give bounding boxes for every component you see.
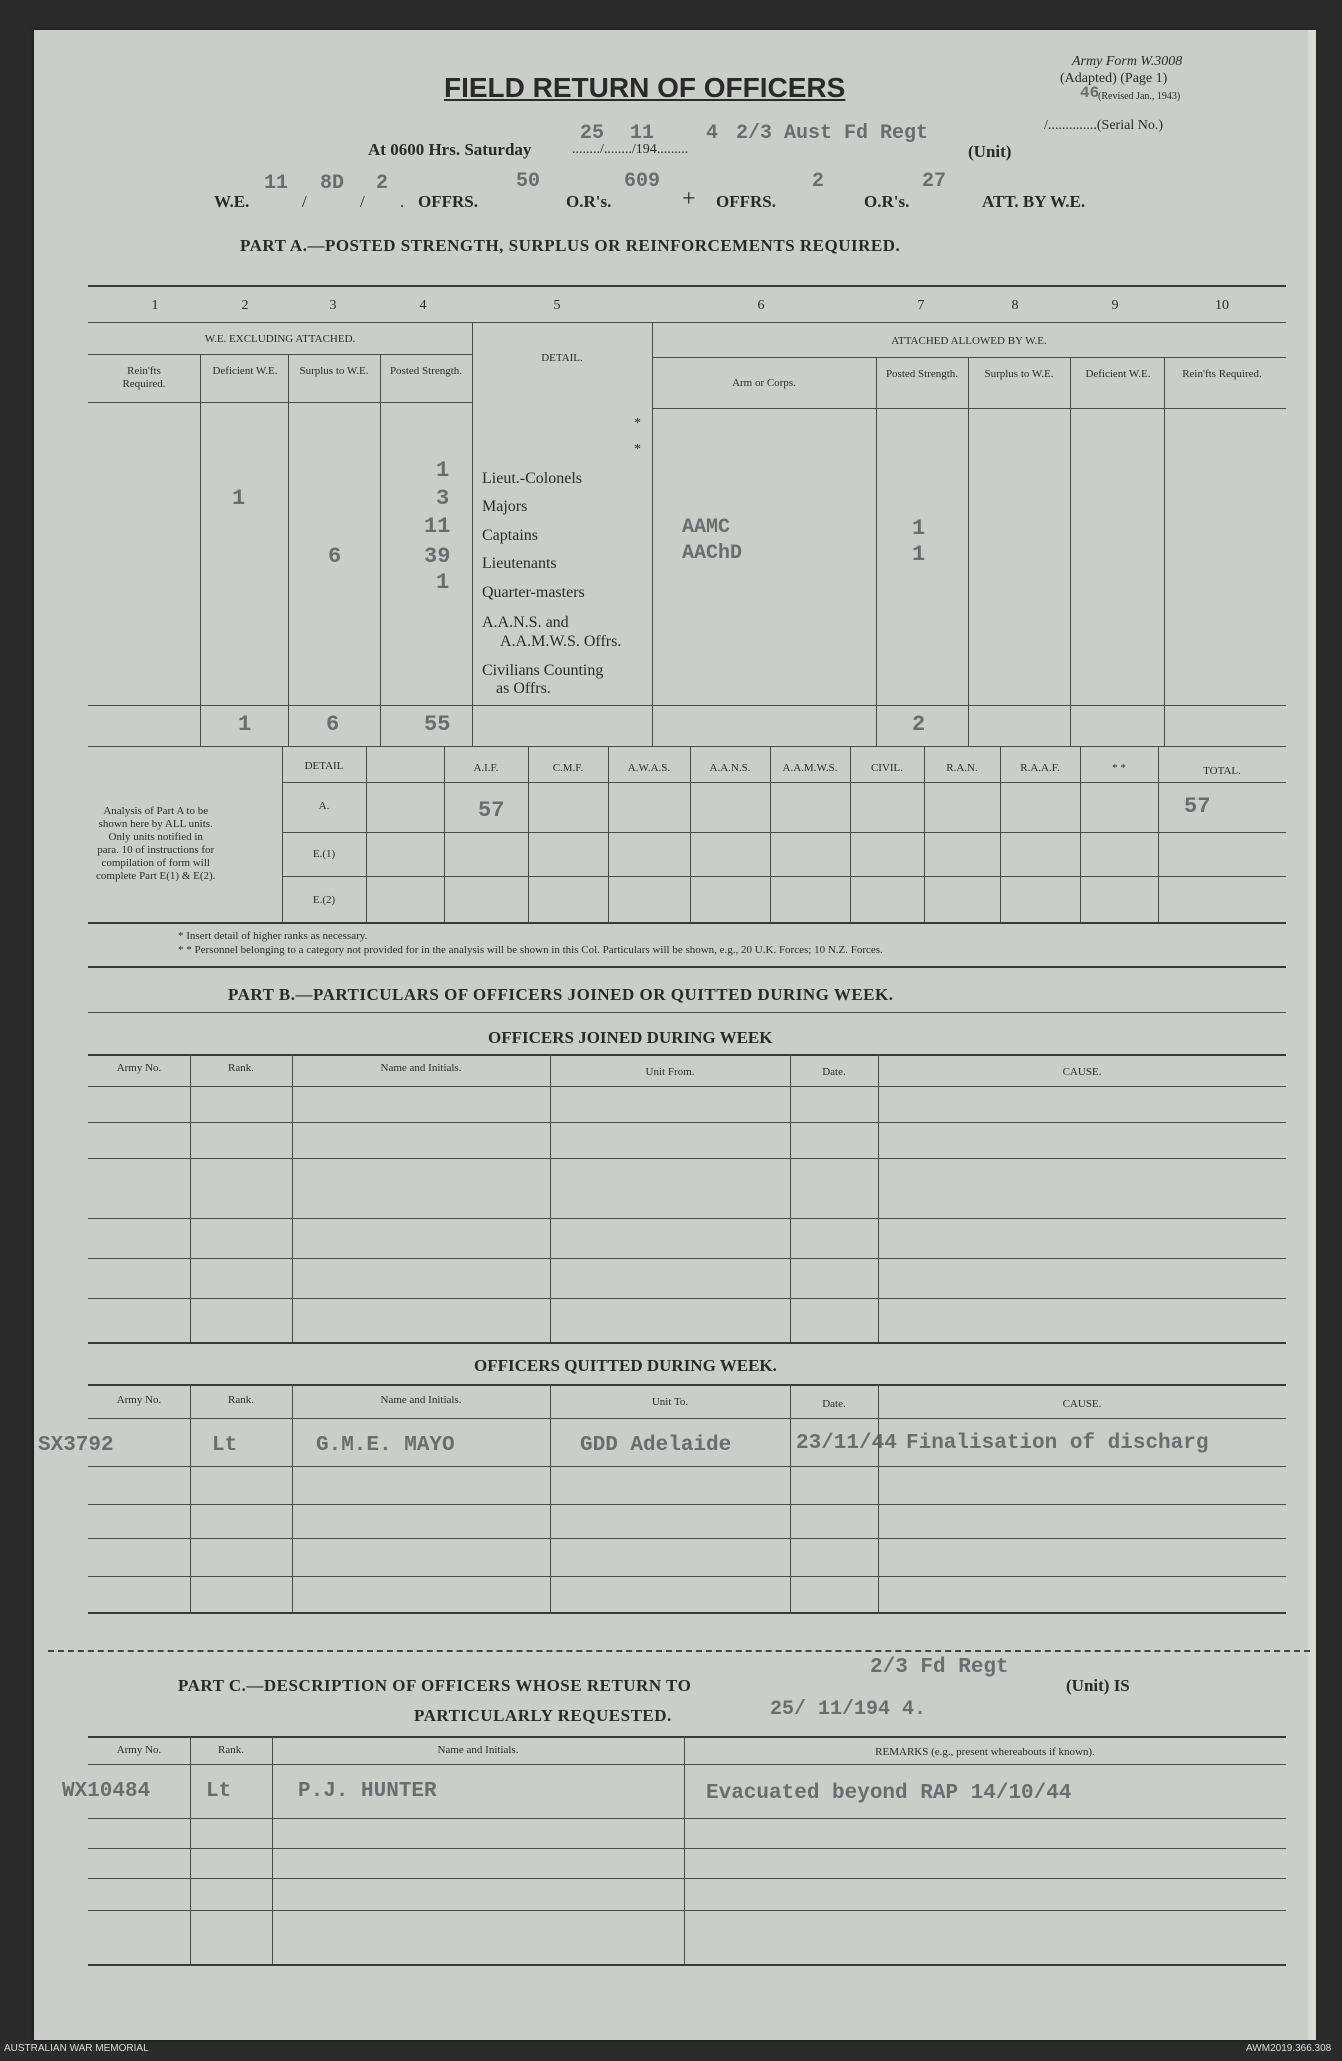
an-hdr-ran: R.A.N. xyxy=(946,762,978,774)
left-subhdr-rule xyxy=(88,402,472,403)
year-value: 4 xyxy=(706,122,719,145)
colnum-5: 5 xyxy=(553,298,561,313)
we-slash-1: / xyxy=(302,192,307,211)
colnum-9: 9 xyxy=(1111,298,1119,313)
q-cause: Finalisation of discharg xyxy=(906,1432,1209,1455)
j-v4 xyxy=(790,1054,791,1342)
joined-title: OFFICERS JOINED DURING WEEK xyxy=(488,1028,773,1047)
unit-label: (Unit) xyxy=(968,142,1012,161)
q-unit-to: GDD Adelaide xyxy=(580,1434,732,1457)
c-v3 xyxy=(684,1736,685,1964)
an-hdr-cmf: C.M.F. xyxy=(552,762,584,774)
quitted-row-2 xyxy=(88,1504,1286,1505)
q-v1 xyxy=(190,1384,191,1612)
quitted-bottom-rule xyxy=(88,1612,1286,1614)
c-rank: Lt xyxy=(206,1780,232,1803)
joined-row-1 xyxy=(88,1122,1286,1123)
posted-lt-col: 1 xyxy=(436,458,450,483)
an-row-a: A. xyxy=(318,800,330,812)
detail-as-offrs: as Offrs. xyxy=(496,680,551,697)
colnum-7: 7 xyxy=(917,298,925,313)
quitted-hdr-rule xyxy=(88,1418,1286,1419)
analysis-bottom-rule xyxy=(88,922,1286,924)
joined-bottom-rule xyxy=(88,1342,1286,1344)
quitted-row-4 xyxy=(88,1576,1286,1577)
particularly-requested: PARTICULARLY REQUESTED. xyxy=(414,1706,672,1725)
colnum-3: 3 xyxy=(329,298,337,313)
subhdr-deficient: Deficient W.E. xyxy=(212,365,278,377)
q-hdr-cause: CAUSE. xyxy=(1062,1398,1102,1410)
detail-quartermasters: Quarter-masters xyxy=(482,584,585,601)
quitted-row-1 xyxy=(88,1466,1286,1467)
paper-fold xyxy=(1308,30,1316,2040)
footnote-1: * Insert detail of higher ranks as necessary. xyxy=(178,930,368,942)
c-hdr-remarks: REMARKS (e.g., present whereabouts if known). xyxy=(875,1746,1095,1758)
att-posted-aamc: 1 xyxy=(912,516,926,541)
colnum-8: 8 xyxy=(1011,298,1019,313)
colnum-2: 2 xyxy=(241,298,249,313)
date-slots: ......../......../194......... xyxy=(572,142,689,157)
ors-value: 609 xyxy=(624,170,661,193)
c-v2 xyxy=(272,1736,273,1964)
vline-a6 xyxy=(876,357,877,746)
part-a-colnum-rule xyxy=(88,322,1286,323)
colnum-4: 4 xyxy=(419,298,427,313)
j-hdr-cause: CAUSE. xyxy=(1062,1066,1102,1078)
tear-off-line xyxy=(48,1650,1310,1652)
q-v3 xyxy=(550,1384,551,1612)
analysis-row-e1-rule xyxy=(282,876,1286,877)
ors-att-value: 27 xyxy=(922,170,947,193)
vline-a9 xyxy=(1164,357,1165,746)
posted-majors: 3 xyxy=(436,486,450,511)
detail-aans: A.A.N.S. and xyxy=(482,614,569,631)
subhdr-att-deficient: Deficient W.E. xyxy=(1085,368,1151,380)
vline-a1 xyxy=(200,354,201,746)
day-value: 25 xyxy=(580,122,605,145)
an-total-a: 57 xyxy=(1184,794,1211,819)
star-2: * xyxy=(634,442,641,457)
q-v2 xyxy=(292,1384,293,1612)
j-hdr-unit-from: Unit From. xyxy=(645,1066,695,1078)
detail-hdr: DETAIL. xyxy=(541,352,583,364)
c-hdr-name: Name and Initials. xyxy=(437,1744,519,1756)
an-aif-a: 57 xyxy=(478,798,505,823)
part-c-bottom-rule xyxy=(88,1964,1286,1966)
right-subhdr-rule xyxy=(652,408,1286,409)
an-row-e2: E.(2) xyxy=(312,894,336,906)
serial-number-field: /..............(Serial No.) xyxy=(1044,118,1163,133)
part-c-hdr-rule xyxy=(88,1764,1286,1765)
joined-hdr-rule xyxy=(88,1086,1286,1087)
q-hdr-army: Army No. xyxy=(116,1394,162,1406)
offrs-label: OFFRS. xyxy=(418,192,478,211)
detail-majors: Majors xyxy=(482,498,528,515)
joined-row-5 xyxy=(88,1298,1286,1299)
part-c-title: PART C.—DESCRIPTION OF OFFICERS WHOSE RETURN TO xyxy=(178,1676,692,1695)
archive-credit: AUSTRALIAN WAR MEMORIAL xyxy=(4,2043,149,2054)
analysis-note: Analysis of Part A to be shown here by ALL units. Only units notified in para. 10 of instructions for compilation of form will complete Part E(1) & E(2). xyxy=(96,805,216,882)
subhdr-reinfts: Rein'fts Required. xyxy=(122,365,166,390)
joined-top-rule xyxy=(88,1054,1286,1056)
form-revised: (Revised Jan., 1943) xyxy=(1098,91,1181,102)
part-b-title: PART B.—PARTICULARS OF OFFICERS JOINED OR QUITTED DURING WEEK. xyxy=(228,985,894,1004)
part-c-unit-is: (Unit) IS xyxy=(1066,1676,1130,1695)
plus-sign: + xyxy=(682,186,696,212)
q-hdr-rank: Rank. xyxy=(228,1394,254,1406)
c-hdr-rank: Rank. xyxy=(218,1744,244,1756)
we-label: W.E. xyxy=(214,192,250,211)
offrs-value: 50 xyxy=(516,170,541,193)
j-v3 xyxy=(550,1054,551,1342)
vline-a2 xyxy=(288,354,289,746)
subhdr-att-surplus: Surplus to W.E. xyxy=(984,368,1054,380)
c-v1 xyxy=(190,1736,191,1964)
subhdr-arm-corps: Arm or Corps. xyxy=(732,377,796,389)
form-adapted: (Adapted) (Page 1) xyxy=(1060,71,1168,86)
detail-lieut-colonels: Lieut.-Colonels xyxy=(482,470,582,487)
c-name: P.J. HUNTER xyxy=(298,1780,437,1803)
we-value-2: 8D xyxy=(320,172,345,195)
c-army-no: WX10484 xyxy=(62,1780,151,1803)
q-v5 xyxy=(878,1384,879,1612)
an-hdr-detail: DETAIL xyxy=(304,760,344,772)
totals-top-rule xyxy=(88,705,1286,706)
part-c-row-4 xyxy=(88,1910,1286,1911)
vline-a8 xyxy=(1070,357,1071,746)
part-b-top-rule xyxy=(88,966,1286,968)
q-hdr-name: Name and Initials. xyxy=(380,1394,462,1406)
serial-stamp: 46 xyxy=(1080,84,1100,102)
joined-row-2 xyxy=(88,1158,1286,1159)
q-name: G.M.E. MAYO xyxy=(316,1434,455,1457)
posted-captains: 11 xyxy=(424,514,451,539)
q-rank: Lt xyxy=(212,1434,238,1457)
an-hdr-awas: A.W.A.S. xyxy=(627,762,671,774)
total-deficient: 1 xyxy=(238,712,252,737)
vline-a4 xyxy=(472,322,473,746)
vline-a7 xyxy=(968,357,969,746)
offrs-att-label: OFFRS. xyxy=(716,192,776,211)
army-form-number: Army Form W.3008 xyxy=(1072,54,1183,69)
j-hdr-date: Date. xyxy=(822,1066,846,1078)
q-date: 23/11/44 xyxy=(796,1432,897,1455)
joined-row-4 xyxy=(88,1258,1286,1259)
an-hdr-other: * * xyxy=(1112,762,1126,774)
part-c-top-rule xyxy=(88,1736,1286,1738)
detail-lieutenants: Lieutenants xyxy=(482,555,557,572)
ors-att-label: O.R's. xyxy=(864,192,910,211)
subhdr-att-reinfts: Rein'fts Required. xyxy=(1182,368,1262,380)
at-hours-label: At 0600 Hrs. Saturday xyxy=(368,140,532,159)
quitted-title: OFFICERS QUITTED DURING WEEK. xyxy=(474,1356,777,1375)
deficient-majors: 1 xyxy=(232,486,246,511)
we-slash-2: / xyxy=(360,192,365,211)
an-hdr-raaf: R.A.A.F. xyxy=(1020,762,1060,774)
detail-aamws: A.A.M.W.S. Offrs. xyxy=(500,633,622,650)
surplus-lieutenants: 6 xyxy=(328,544,342,569)
total-attached: 2 xyxy=(912,712,926,737)
attached-rule xyxy=(652,357,1286,358)
part-c-unit: 2/3 Fd Regt xyxy=(870,1656,1009,1679)
analysis-row-a-rule xyxy=(282,832,1286,833)
an-hdr-aamws: A.A.M.W.S. xyxy=(782,762,838,774)
we-value-1: 11 xyxy=(264,172,289,195)
total-posted: 55 xyxy=(424,712,451,737)
part-c-row-3 xyxy=(88,1878,1286,1879)
joined-row-3 xyxy=(88,1218,1286,1219)
j-hdr-rank: Rank. xyxy=(228,1062,254,1074)
part-c-row-2 xyxy=(88,1848,1286,1849)
detail-captains: Captains xyxy=(482,527,538,544)
unit-value: 2/3 Aust Fd Regt xyxy=(736,122,929,145)
subhdr-surplus: Surplus to W.E. xyxy=(299,365,369,377)
footnote-2: * * Personnel belonging to a category not provided for in the analysis will be shown in this Col. Particulars will be shown, e.g., 20 U.K. Forces; 10 N.Z. Forces. xyxy=(178,944,883,956)
quitted-top-rule xyxy=(88,1384,1286,1386)
month-value: 11 xyxy=(630,122,655,145)
attached-allowed-hdr: ATTACHED ALLOWED BY W.E. xyxy=(891,335,1047,347)
part-a-title: PART A.—POSTED STRENGTH, SURPLUS OR REINFORCEMENTS REQUIRED. xyxy=(240,236,901,255)
an-row-e1: E.(1) xyxy=(312,848,336,860)
j-hdr-name: Name and Initials. xyxy=(380,1062,462,1074)
we-excluding-attached-hdr: W.E. EXCLUDING ATTACHED. xyxy=(204,333,356,345)
archive-reference: AWM2019.366.308 xyxy=(1246,2043,1332,2054)
we-excl-rule xyxy=(88,354,472,355)
an-hdr-aans: A.A.N.S. xyxy=(709,762,751,774)
an-v1 xyxy=(366,746,367,922)
analysis-hdr-rule xyxy=(282,782,1286,783)
q-hdr-unit-to: Unit To. xyxy=(651,1396,689,1408)
c-hdr-army: Army No. xyxy=(116,1744,162,1756)
vline-a3 xyxy=(380,354,381,746)
posted-qm: 1 xyxy=(436,570,450,595)
q-v4 xyxy=(790,1384,791,1612)
posted-lieutenants: 39 xyxy=(424,544,451,569)
ors-label: O.R's. xyxy=(566,192,612,211)
c-remarks: Evacuated beyond RAP 14/10/44 xyxy=(706,1782,1072,1805)
j-v5 xyxy=(878,1054,879,1342)
totals-bottom-rule xyxy=(88,746,1286,747)
an-hdr-aif: A.I.F. xyxy=(473,762,499,774)
colnum-6: 6 xyxy=(757,298,765,313)
quitted-row-3 xyxy=(88,1538,1286,1539)
colnum-1: 1 xyxy=(151,298,159,313)
subhdr-posted: Posted Strength. xyxy=(389,365,463,377)
detail-civilians: Civilians Counting xyxy=(482,662,604,679)
an-hdr-total: TOTAL. xyxy=(1203,765,1241,777)
att-posted-aachd: 1 xyxy=(912,542,926,567)
j-hdr-army: Army No. xyxy=(116,1062,162,1074)
j-v1 xyxy=(190,1054,191,1342)
subhdr-att-posted: Posted Strength. xyxy=(885,368,959,380)
star-1: * xyxy=(634,416,641,431)
q-army-no: SX3792 xyxy=(38,1434,114,1457)
arm-aamc: AAMC xyxy=(682,516,731,539)
we-dot: . xyxy=(400,192,405,211)
q-hdr-date: Date. xyxy=(822,1398,846,1410)
j-v2 xyxy=(292,1054,293,1342)
colnum-10: 10 xyxy=(1215,298,1229,313)
part-c-date: 25/ 11/194 4. xyxy=(770,1698,927,1721)
total-surplus: 6 xyxy=(326,712,340,737)
arm-aachd: AAChD xyxy=(682,542,743,565)
offrs-att-value: 2 xyxy=(812,170,825,193)
an-hdr-civil: CIVIL. xyxy=(870,762,904,774)
part-a-top-rule xyxy=(88,285,1286,287)
we-value-3: 2 xyxy=(376,172,389,195)
att-by-we-label: ATT. BY W.E. xyxy=(982,192,1086,211)
part-c-row-1 xyxy=(88,1818,1286,1819)
part-b-title-rule xyxy=(88,1012,1286,1013)
form-title: FIELD RETURN OF OFFICERS xyxy=(444,72,846,103)
